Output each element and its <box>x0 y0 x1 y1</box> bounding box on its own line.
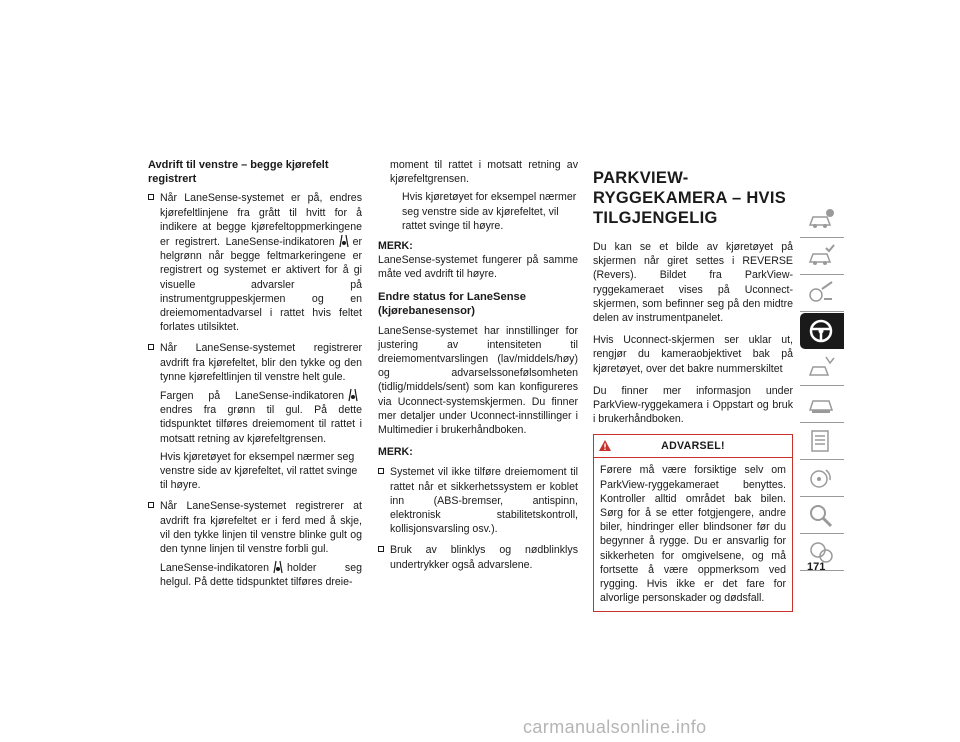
tab-search[interactable] <box>800 498 844 534</box>
footer-watermark: carmanualsonline.info <box>523 717 707 737</box>
bullet-text: Når LaneSense-systemet registrerer at avdrift fra kjørefeltet er i ferd med å skje, vil den tykke linjen til venstre blinke gult og den tynne linjen til venstre forbli gul. <box>160 500 362 556</box>
warning-triangle-icon <box>598 439 612 452</box>
bullet-item <box>148 341 362 492</box>
paragraph: Du kan se et bilde av kjøretøyet på skjermen når giret settes i REVERSE (Revers). Bildet fra ParkView-ryggekameraet vises på Uconnect-skjermen, som befinner seg på den midtre delen av instrumentpanelet. <box>593 241 793 325</box>
tab-checklist[interactable] <box>800 424 844 460</box>
key-start-icon <box>806 279 836 307</box>
lanesense-indicator-icon <box>338 234 350 248</box>
bullet-box-icon <box>148 344 154 350</box>
tab-steering[interactable] <box>800 313 844 349</box>
bullet-box-icon <box>148 194 154 200</box>
lanesense-indicator-icon <box>272 560 284 574</box>
tab-car-info[interactable] <box>800 202 844 238</box>
subheading: Endre status for LaneSense (kjørebanesensor) <box>378 290 526 317</box>
warning-box <box>593 434 793 612</box>
warning-text: Førere må være forsiktige selv om ParkView-ryggekameraet benyttes. Kontroller alltid området bak bilen. Sørg for å se etter fotgjengere, andre biler, hindringer eller blindsoner før du begynner å rygge. Du er ansvarlig for sikkerheten for omgivelsene, og må fortsette å være oppmerksom ved rygging. Hvis ikke er det fare for alvorlige personskader og dødsfall. <box>600 464 786 605</box>
continued-text: moment til rattet i motsatt retning av kjørefeltgrensen. <box>390 159 578 186</box>
tab-car-check[interactable] <box>800 239 844 275</box>
multimedia-icon <box>806 464 836 492</box>
section-title-left-drift: Avdrift til venstre – begge kjørefelt registrert <box>148 159 329 186</box>
bullet-text: Bruk av blinklys og nødblinklys undertrykker også advarslene. <box>390 544 578 571</box>
bullet-box-icon <box>148 502 154 508</box>
middle-column <box>378 158 578 579</box>
paragraph: Hvis Uconnect-skjermen ser uklar ut, rengjør du kameraobjektivet bak på kjøretøyet, over det bakre nummerskiltet <box>593 334 793 375</box>
indented-example: Hvis kjøretøyet for eksempel nærmer seg venstre side av kjørefeltet, vil rattet svinge til høyre. <box>402 191 577 232</box>
lanesense-indicator-icon <box>347 388 359 402</box>
bullet-text: LaneSense-indikatoren holder seg helgul. På dette tidspunktet tilføres dreie- <box>160 562 362 589</box>
tab-key-start[interactable] <box>800 276 844 312</box>
bullet-text: Systemet vil ikke tilføre dreiemoment til rattet når et sikkerhetssystem er koblet inn (ABS-bremser, antispinn, elektronisk stabilitetskontroll, kollisjonsvarsling osv.). <box>390 466 578 536</box>
paragraph: LaneSense-systemet har innstillinger for justering av intensiteten til dreiemomentvarslingen (lav/middels/høy) og advarselssonefølsomheten (tidlig/middels/sent) som kan konfigureres via Uconnect-systemskjermen. Du finner mer detaljer under Uconnect-innstillinger i Multimedier i brukerhåndboken. <box>378 324 578 437</box>
note-text: LaneSense-systemet fungerer på samme måte ved avdrift til høyre. <box>378 254 578 281</box>
left-column <box>148 158 362 597</box>
car-service-icon <box>806 390 836 418</box>
bullet-item <box>148 191 362 334</box>
page-number: 171 <box>807 561 826 573</box>
warning-title: ADVARSEL! <box>661 440 725 453</box>
paragraph: Du finner mer informasjon under ParkView-ryggekamera i Oppstart og bruk i brukerhåndboken. <box>593 384 793 426</box>
chapter-tabs <box>800 202 844 572</box>
indented-example: Hvis kjøretøyet for eksempel nærmer seg venstre side av kjørefeltet, vil rattet svinge til høyre. <box>160 450 358 492</box>
bullet-item <box>378 465 578 536</box>
search-icon <box>806 501 836 529</box>
tab-collision[interactable] <box>800 350 844 386</box>
bullet-item <box>378 543 578 571</box>
section-heading: PARKVIEW-RYGGEKAMERA – HVIS TILGJENGELIG <box>593 169 787 227</box>
tab-car-service[interactable] <box>800 387 844 423</box>
bullet-text: Fargen på LaneSense-indikatorenendres fra grønn til gul. På dette tidspunktet tilføres dreiemoment til rattet i motsatt retning av kjørefeltgrensen. <box>160 390 362 445</box>
steering-wheel-icon <box>806 316 836 344</box>
tab-multimedia[interactable] <box>800 461 844 497</box>
checklist-icon <box>806 427 836 455</box>
bullet-box-icon <box>378 468 384 474</box>
car-info-icon <box>806 205 836 233</box>
right-column <box>593 168 793 612</box>
note-label: MERK: <box>378 446 413 459</box>
bullet-text: Når LaneSense-systemet registrerer avdrift fra kjørefeltet, blir den tykke og den tynne kjørefeltlinjen til venstre helt gule. <box>160 342 362 383</box>
car-check-icon <box>806 242 836 270</box>
warning-header <box>594 435 792 458</box>
bullet-text: Når LaneSense-systemet er på, endres kjørefeltlinjene fra grått til hvitt for å indikere at begge kjørefeltoppmerkingene er registrert. LaneSense-indikatoren er helgrønn når begge feltmarkeringene er registrert og systemet er aktivert for å gi visuelle advarsler på instrumentgruppeskjermen og en dreiemomentadvarsel i rattet hvis feltet forlates utilsiktet. <box>160 192 362 334</box>
bullet-item <box>148 499 362 589</box>
note-label: MERK: <box>378 240 413 253</box>
bullet-box-icon <box>378 546 384 552</box>
collision-icon <box>806 353 836 381</box>
